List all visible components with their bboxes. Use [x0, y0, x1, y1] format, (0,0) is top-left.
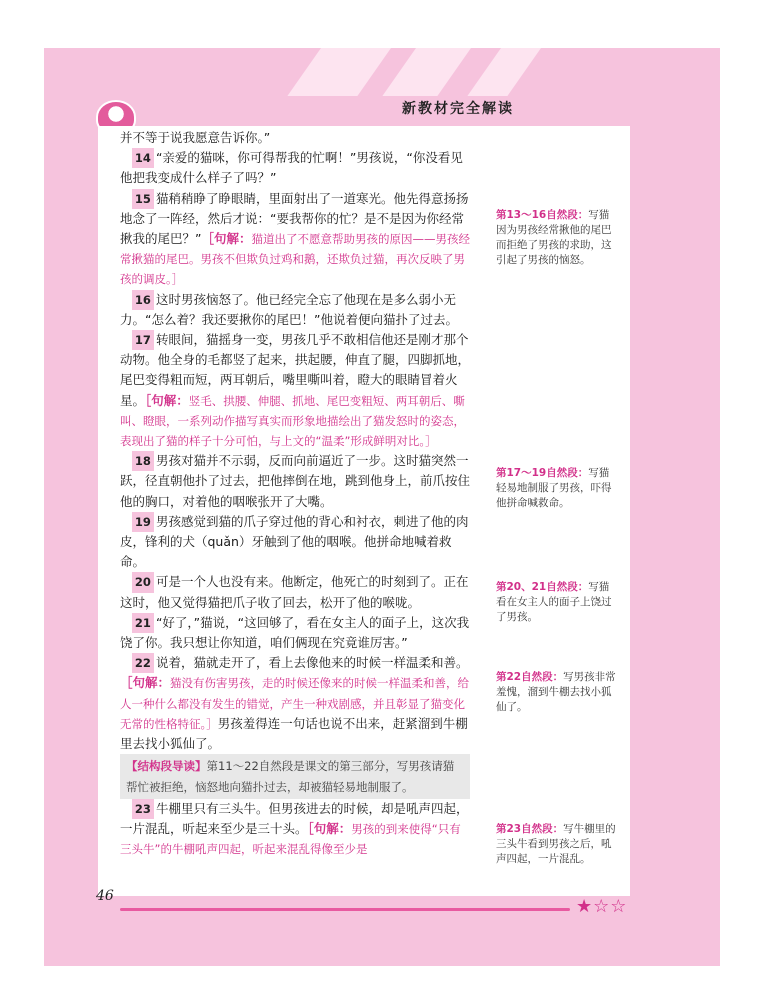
structure-summary: 【结构段导读】第11～22自然段是课文的第三部分，写男孩请猫帮忙被拒绝，恼怒地向猫扑过去，却被猫轻易地制服了。	[120, 754, 470, 798]
article-text	[120, 128, 470, 859]
annotation-label: ［句解：	[120, 675, 171, 691]
paragraph: 21 “好了，”猫说，“这回够了，看在女主人的面子上，这次我饶了你。我只想让你知道，咱们俩现在究竟谁厉害。”	[120, 614, 470, 651]
paragraph-number: 18	[132, 451, 154, 471]
paragraph-number: 14	[132, 148, 154, 168]
paragraph: 17 转眼间，猫摇身一变，男孩几乎不敢相信他还是刚才那个动物。他全身的毛都竖了起来，拱起腰，伸直了腿，四脚抓地，尾巴变得粗而短，两耳朝后，嘴里嘶叫着，瞪大的眼睛冒着火星。［句解：竖毛、拱腰、伸腿、抓地、尾巴变粗短、两耳朝后、嘶叫、瞪眼，一系列动作描写真实而形象地描绘出了猫发怒时的姿态，表现出了猫的样子十分可怕，与上文的“温柔”形成鲜明对比。］	[120, 332, 471, 449]
annotation: 猫道出了不愿意帮助男孩的原因——男孩经常揪猫的尾巴。男孩不但欺负过鸡和鹅，还欺负过猫，再次反映了男孩的调皮。］	[120, 232, 470, 287]
paragraph-number: 22	[132, 653, 154, 673]
paragraph: 15 猫稍稍睁了睁眼睛，里面射出了一道寒光。他先得意扬扬地念了一阵经，然后才说：“要我帮你的忙？是不是因为你经常揪我的尾巴？”［句解：猫道出了不愿意帮助男孩的原因——男孩经常揪猫的尾巴。男孩不但欺负过鸡和鹅，还欺负过猫，再次反映了男孩的调皮。］	[120, 190, 470, 287]
paragraph: 19 男孩感觉到猫的爪子穿过他的背心和衬衣，刺进了他的肉皮，锋利的犬（quǎn）牙触到了他的咽喉。他拼命地喊着救命。	[120, 513, 469, 570]
difficulty-stars-icon: ★☆☆	[576, 896, 628, 917]
page-number: 46	[96, 888, 114, 904]
side-note: 第20、21自然段：写猫看在女主人的面子上饶过了男孩。	[496, 581, 612, 623]
paragraph-number: 21	[132, 613, 154, 633]
paragraph: 16 这时男孩恼怒了。他已经完全忘了他现在是多么弱小无力。“怎么着？我还要揪你的尾巴！”他说着便向猫扑了过去。	[120, 291, 458, 327]
annotation-label: ［句解：	[145, 392, 189, 408]
paragraph-number: 15	[132, 189, 154, 209]
side-note: 第23自然段：写牛棚里的三头牛看到男孩之后，吼声四起，一片混乱。	[496, 823, 616, 865]
paragraph: 14 “亲爱的猫咪，你可得帮我的忙啊！”男孩说，“你没看见他把我变成什么样子了吗？”	[120, 150, 463, 186]
side-note: 第13～16自然段：写猫因为男孩经常揪他的尾巴而拒绝了男孩的求助，这引起了男孩的恼怒。	[496, 209, 612, 266]
paragraph-number: 19	[132, 512, 154, 532]
book-title: 新教材完全解读	[402, 101, 514, 117]
footer-divider	[120, 908, 570, 911]
paragraph-number: 16	[132, 290, 154, 310]
annotation-label: ［句解：	[201, 231, 252, 247]
side-note: 第22自然段：写男孩非常羞愧，溜到牛棚去找小狐仙了。	[496, 671, 616, 713]
annotation: 男孩的到来使得“只有三头牛”的牛棚吼声四起，听起来混乱得像至少是	[120, 821, 461, 857]
paragraph: 23 牛棚里只有三头牛。但男孩进去的时候，却是吼声四起，一片混乱，听起来至少是三十头。［句解：男孩的到来使得“只有三头牛”的牛棚吼声四起，听起来混乱得像至少是	[120, 800, 469, 857]
annotation-label: ［句解：	[307, 820, 352, 836]
side-note: 第17～19自然段：写猫轻易地制服了男孩，吓得他拼命喊救命。	[496, 467, 612, 509]
paragraph: 22 说着，猫就走开了，看上去像他来的时候一样温柔和善。［句解：猫没有伤害男孩，走的时候还像来的时候一样温柔和善，给人一种什么都没有发生的错觉，产生一种戏剧感，并且彰显了猫变化无常的性格特征。］男孩羞得连一句话也说不出来，赶紧溜到牛棚里去找小狐仙了。	[120, 655, 470, 752]
annotation: 竖毛、拱腰、伸腿、抓地、尾巴变粗短、两耳朝后、嘶叫、瞪眼，一系列动作描写真实而形象地描绘出了猫发怒时的姿态，表现出了猫的样子十分可怕，与上文的“温柔”形成鲜明对比。］	[120, 393, 465, 449]
paragraph: 并不等于说我愿意告诉你。”	[120, 130, 271, 145]
paragraph-number: 20	[132, 572, 154, 592]
paragraph: 20 可是一个人也没有来。他断定，他死亡的时刻到了。正在这时，他又觉得猫把爪子收了回去，松开了他的喉咙。	[120, 574, 469, 610]
annotation: 猫没有伤害男孩，走的时候还像来的时候一样温柔和善，给人一种什么都没有发生的错觉，产生一种戏剧感，并且彰显了猫变化无常的性格特征。］	[120, 676, 470, 731]
summary-label: 【结构段导读】	[126, 759, 207, 774]
paragraph-number: 23	[132, 799, 154, 819]
paragraph-number: 17	[132, 330, 154, 350]
paragraph: 18 男孩对猫并不示弱，反而向前逼近了一步。这时猫突然一跃，径直朝他扑了过去，把他摔倒在地，跳到他身上，前爪按住他的胸口，对着他的咽喉张开了大嘴。	[120, 453, 471, 509]
